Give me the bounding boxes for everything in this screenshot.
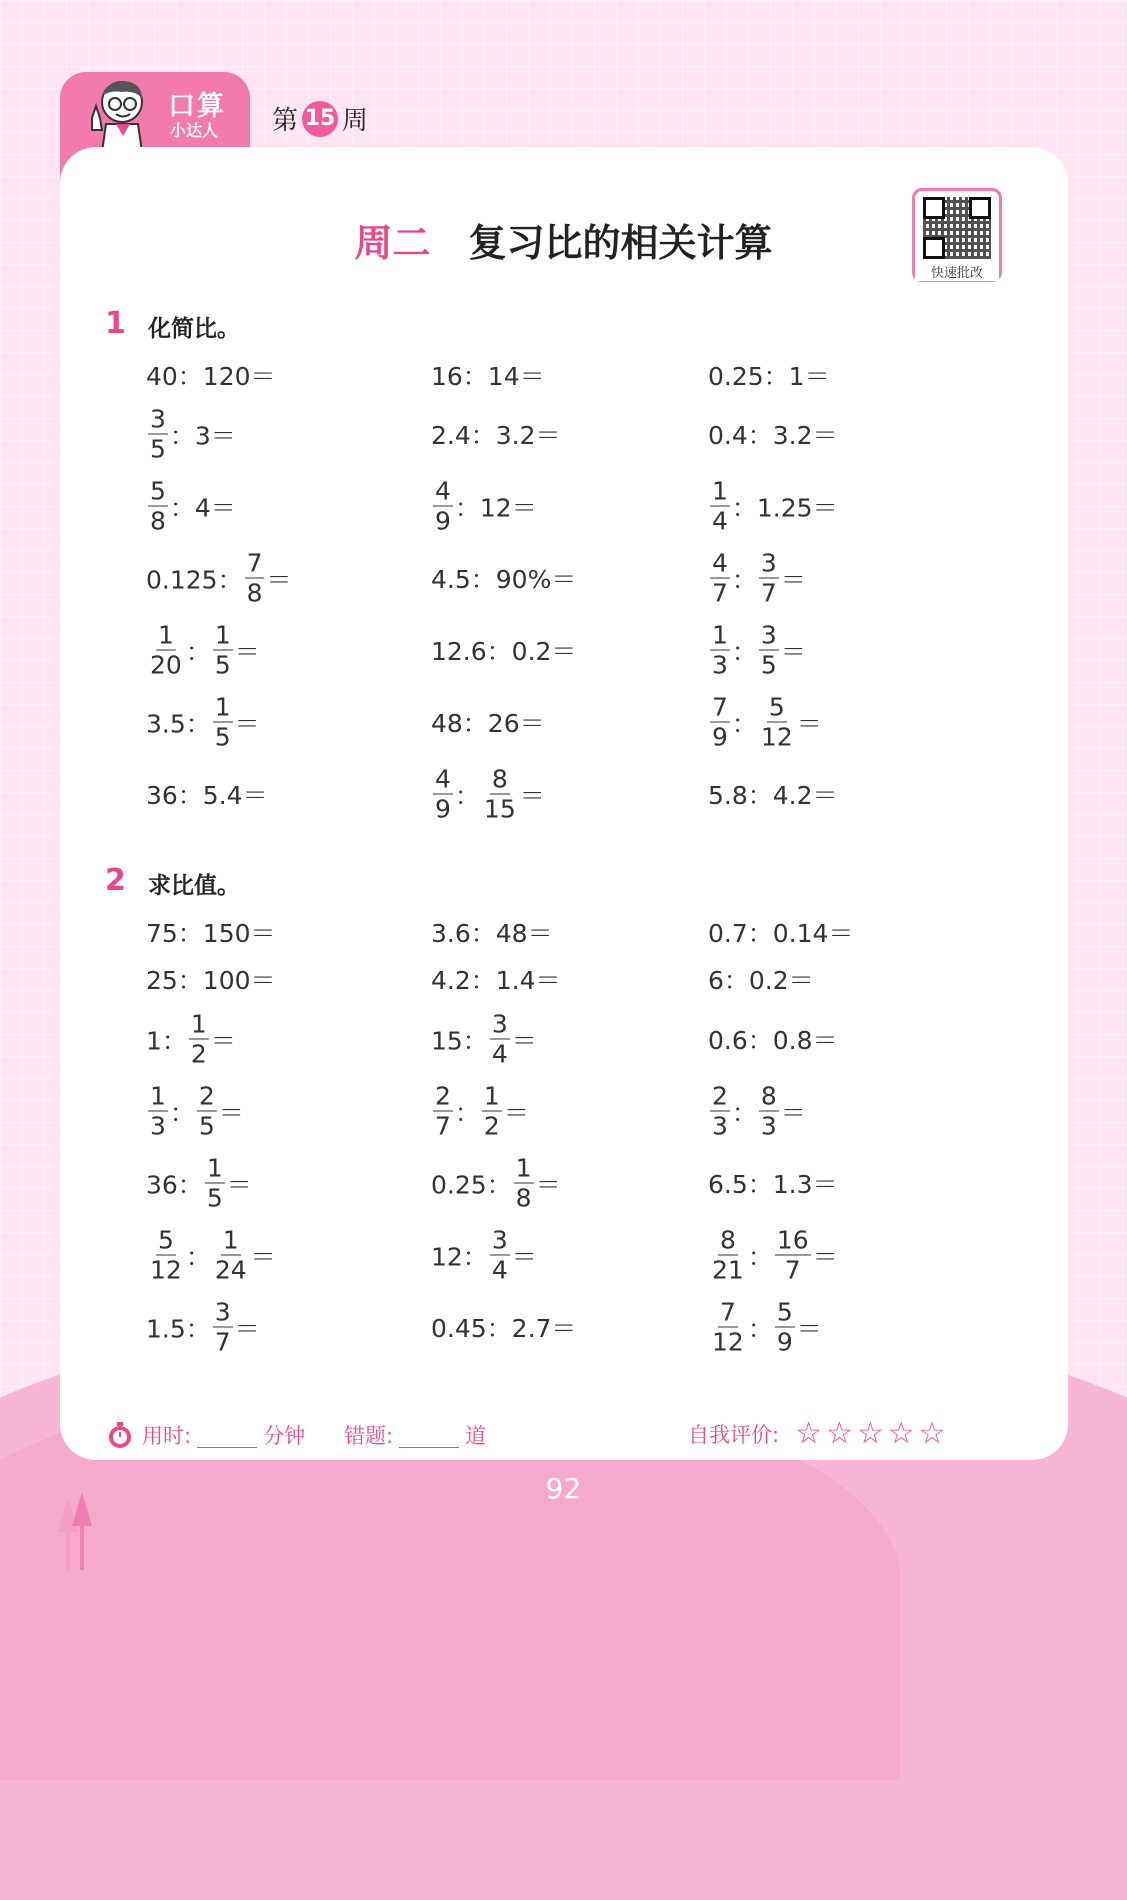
- fraction: [490, 1009, 510, 1069]
- denominator: 9: [776, 1327, 793, 1357]
- problem-item: [708, 914, 853, 950]
- fraction: [710, 1297, 746, 1357]
- denominator: 3: [760, 1111, 777, 1141]
- denominator: 12: [760, 722, 793, 752]
- problem-text: ：1.25＝: [731, 493, 838, 522]
- denominator: 12: [150, 1255, 182, 1285]
- problem-text: 15：: [431, 1026, 488, 1055]
- problem-item: [431, 476, 537, 536]
- denominator: 7: [712, 578, 728, 608]
- problem-text: 2.4：3.2＝: [431, 421, 561, 450]
- problem-text: ：: [731, 637, 757, 666]
- denominator: 12: [712, 1327, 744, 1357]
- time-unit: 分钟: [263, 1424, 306, 1448]
- problem-text: ＝: [218, 1098, 244, 1127]
- fraction: [775, 1297, 795, 1357]
- arrow-decoration-icon: [54, 1492, 104, 1570]
- denominator: 21: [712, 1255, 744, 1285]
- denominator: 15: [483, 794, 516, 824]
- problem-text: 25：100＝: [146, 966, 276, 995]
- fraction: [148, 620, 184, 680]
- problem-text: ＝: [796, 709, 822, 738]
- problem-item: [708, 961, 814, 997]
- fraction: [213, 1297, 233, 1357]
- fraction: [205, 1153, 225, 1213]
- section-title: 化简比。: [148, 316, 240, 342]
- denominator: 7: [214, 1327, 231, 1357]
- problem-item: [146, 476, 236, 536]
- numerator: 1: [712, 620, 728, 650]
- denominator: 3: [712, 650, 728, 680]
- mascot-icon: [80, 72, 160, 152]
- qr-corner: [969, 197, 991, 219]
- problem-item: [708, 416, 838, 452]
- fraction: [514, 1153, 534, 1213]
- numerator: 1: [214, 692, 231, 722]
- week-suffix: 周: [342, 106, 369, 136]
- problem-text: ：: [747, 1314, 773, 1343]
- numerator: 4: [435, 764, 451, 794]
- fraction: [759, 692, 795, 752]
- problem-item: [708, 692, 822, 752]
- fraction: [189, 1009, 209, 1069]
- problem-item: [146, 961, 276, 997]
- problem-text: 48：26＝: [431, 709, 545, 738]
- problem-text: 3.6：48＝: [431, 919, 553, 948]
- numerator: 4: [435, 476, 451, 506]
- page-number: 92: [545, 1472, 582, 1505]
- problem-item: [708, 1081, 806, 1141]
- problem-item: [431, 764, 545, 824]
- numerator: 7: [719, 1297, 736, 1327]
- errors-input[interactable]: [399, 1423, 459, 1448]
- numerator: 1: [222, 1225, 239, 1255]
- problem-item: [146, 1153, 252, 1213]
- problem-text: 6：0.2＝: [708, 966, 814, 995]
- fraction: [759, 548, 779, 608]
- numerator: 3: [760, 620, 777, 650]
- problem-text: 0.7：0.14＝: [708, 919, 854, 948]
- problem-item: [431, 704, 545, 740]
- problem-text: 4.5：90%＝: [431, 565, 577, 594]
- numerator: 1: [515, 1153, 532, 1183]
- problem-text: 36：: [146, 1170, 203, 1199]
- problem-item: [431, 914, 553, 950]
- problem-text: ＝: [511, 1242, 537, 1271]
- denominator: 7: [784, 1255, 801, 1285]
- denominator: 8: [150, 506, 166, 536]
- numerator: 1: [206, 1153, 223, 1183]
- problem-text: ＝: [234, 1314, 260, 1343]
- problem-text: 0.6：0.8＝: [708, 1026, 838, 1055]
- numerator: 1: [190, 1009, 207, 1039]
- problem-item: [708, 1165, 838, 1201]
- tab-title: 口算: [168, 91, 226, 122]
- denominator: 3: [712, 1111, 728, 1141]
- problem-item: [146, 692, 260, 752]
- problem-item: [708, 476, 838, 536]
- denominator: 7: [435, 1111, 451, 1141]
- problem-text: ：3＝: [169, 421, 236, 450]
- numerator: 8: [719, 1225, 736, 1255]
- problem-text: ：: [747, 1242, 773, 1271]
- problem-text: ＝: [226, 1170, 252, 1199]
- denominator: 2: [190, 1039, 207, 1069]
- numerator: 1: [483, 1081, 500, 1111]
- denominator: 9: [435, 794, 451, 824]
- problem-item: [431, 1081, 529, 1141]
- problem-text: 0.25：1＝: [708, 362, 830, 391]
- problem-item: [708, 1225, 838, 1285]
- numerator: 7: [246, 548, 263, 578]
- problem-item: [708, 1021, 838, 1057]
- rating-label: 自我评价:: [688, 1422, 780, 1447]
- problem-text: ：4＝: [169, 493, 236, 522]
- denominator: 24: [214, 1255, 247, 1285]
- problem-text: ＝: [780, 1098, 806, 1127]
- numerator: 16: [776, 1225, 809, 1255]
- problem-text: ＝: [234, 637, 260, 666]
- problem-text: 0.125：: [146, 565, 243, 594]
- time-label: 用时:: [142, 1424, 192, 1448]
- fraction: [710, 548, 730, 608]
- fraction: [245, 548, 265, 608]
- numerator: 4: [712, 548, 728, 578]
- numerator: 1: [214, 620, 231, 650]
- problem-item: [431, 1225, 537, 1285]
- problem-item: [146, 1225, 276, 1285]
- problem-text: ＝: [780, 637, 806, 666]
- denominator: 5: [150, 434, 166, 464]
- problem-text: 36：5.4＝: [146, 781, 268, 810]
- numerator: 3: [491, 1009, 508, 1039]
- numerator: 8: [491, 764, 508, 794]
- denominator: 5: [760, 650, 777, 680]
- problem-text: 12：: [431, 1242, 488, 1271]
- week-prefix: 第: [272, 106, 299, 136]
- fraction: [490, 1225, 510, 1285]
- title-topic: 复习比的相关计算: [468, 221, 773, 265]
- week-indicator: [272, 100, 368, 137]
- fraction: [148, 1225, 184, 1285]
- qr-label: 快速批改: [915, 262, 999, 281]
- problem-item: [431, 961, 561, 997]
- problem-text: ＝: [234, 709, 260, 738]
- denominator: 8: [246, 578, 263, 608]
- denominator: 4: [491, 1039, 508, 1069]
- qr-corner: [923, 237, 945, 259]
- problem-item: [708, 357, 830, 393]
- denominator: 7: [760, 578, 777, 608]
- numerator: 2: [198, 1081, 215, 1111]
- fraction: [148, 404, 168, 464]
- problem-item: [146, 914, 276, 950]
- numerator: 2: [435, 1081, 451, 1111]
- fraction: [433, 1081, 453, 1141]
- denominator: 5: [198, 1111, 215, 1141]
- problem-item: [146, 357, 276, 393]
- fraction: [482, 764, 518, 824]
- denominator: 20: [150, 650, 182, 680]
- problem-text: ：: [731, 565, 757, 594]
- footer-rating: [688, 1416, 950, 1451]
- fraction: [213, 692, 233, 752]
- problem-text: 75：150＝: [146, 919, 276, 948]
- rating-stars[interactable]: ☆☆☆☆☆: [795, 1416, 950, 1451]
- problem-item: [431, 632, 576, 668]
- problem-text: ＝: [812, 1242, 838, 1271]
- fraction: [148, 1081, 168, 1141]
- problem-item: [146, 1009, 236, 1069]
- problem-text: ＝: [780, 565, 806, 594]
- problem-text: ：12＝: [454, 493, 537, 522]
- problem-item: [431, 1309, 576, 1345]
- footer-errors: [344, 1420, 486, 1450]
- problem-text: ：: [454, 781, 480, 810]
- problem-item: [431, 357, 545, 393]
- problem-text: 1：: [146, 1026, 187, 1055]
- fraction: [759, 1081, 779, 1141]
- denominator: 5: [214, 650, 231, 680]
- problem-item: [431, 1009, 537, 1069]
- stopwatch-icon: [106, 1420, 134, 1450]
- problem-text: ：: [169, 1098, 195, 1127]
- problem-item: [431, 416, 561, 452]
- problem-item: [146, 404, 236, 464]
- week-number-badge: 15: [302, 101, 338, 137]
- fraction: [433, 476, 453, 536]
- numerator: 3: [150, 404, 166, 434]
- denominator: 2: [483, 1111, 500, 1141]
- problem-text: 5.8：4.2＝: [708, 781, 838, 810]
- denominator: 4: [491, 1255, 508, 1285]
- problem-text: 12.6：0.2＝: [431, 637, 577, 666]
- fraction: [710, 692, 730, 752]
- fraction: [213, 1225, 249, 1285]
- problem-text: ＝: [210, 1026, 236, 1055]
- problem-text: ：: [731, 1098, 757, 1127]
- fraction: [759, 620, 779, 680]
- numerator: 3: [760, 548, 777, 578]
- fraction: [710, 1081, 730, 1141]
- problem-item: [146, 1297, 260, 1357]
- problem-item: [708, 548, 806, 608]
- problem-text: 1.5：: [146, 1314, 211, 1343]
- denominator: 8: [515, 1183, 532, 1213]
- numerator: 5: [157, 1225, 174, 1255]
- numerator: 1: [157, 620, 174, 650]
- qr-corner: [923, 197, 945, 219]
- denominator: 4: [712, 506, 728, 536]
- problem-text: ：: [454, 1098, 480, 1127]
- section-number: 1: [105, 306, 126, 341]
- problem-text: ＝: [503, 1098, 529, 1127]
- denominator: 9: [712, 722, 728, 752]
- denominator: 3: [150, 1111, 166, 1141]
- problem-item: [146, 1081, 244, 1141]
- problem-text: 6.5：1.3＝: [708, 1170, 838, 1199]
- problem-item: [708, 776, 838, 812]
- numerator: 1: [150, 1081, 166, 1111]
- fraction: [775, 1225, 811, 1285]
- numerator: 3: [491, 1225, 508, 1255]
- errors-unit: 道: [465, 1424, 487, 1448]
- fraction: [710, 1225, 746, 1285]
- denominator: 5: [214, 722, 231, 752]
- problem-text: 16：14＝: [431, 362, 545, 391]
- numerator: 7: [712, 692, 728, 722]
- problem-text: 4.2：1.4＝: [431, 966, 561, 995]
- numerator: 5: [150, 476, 166, 506]
- numerator: 8: [760, 1081, 777, 1111]
- fraction: [710, 620, 730, 680]
- problem-text: ＝: [250, 1242, 276, 1271]
- problem-text: ：: [731, 709, 757, 738]
- numerator: 5: [776, 1297, 793, 1327]
- fraction: [433, 764, 453, 824]
- problem-text: 0.4：3.2＝: [708, 421, 838, 450]
- problem-text: ：: [185, 1242, 211, 1271]
- numerator: 2: [712, 1081, 728, 1111]
- problem-item: [146, 548, 292, 608]
- title-day: 周二: [354, 221, 431, 265]
- qr-code[interactable]: [912, 188, 1002, 282]
- fraction: [710, 476, 730, 536]
- problem-text: ＝: [266, 565, 292, 594]
- problem-item: [708, 1297, 822, 1357]
- problem-item: [146, 620, 260, 680]
- problem-text: ＝: [535, 1170, 561, 1199]
- fraction: [148, 476, 168, 536]
- numerator: 3: [214, 1297, 231, 1327]
- problem-item: [431, 560, 576, 596]
- problem-text: ＝: [511, 1026, 537, 1055]
- problem-text: ：: [185, 637, 211, 666]
- problem-text: 0.25：: [431, 1170, 512, 1199]
- problem-text: ＝: [796, 1314, 822, 1343]
- section-number: 2: [105, 863, 126, 898]
- numerator: 1: [712, 476, 728, 506]
- problem-text: 40：120＝: [146, 362, 276, 391]
- problem-item: [708, 620, 806, 680]
- denominator: 5: [206, 1183, 223, 1213]
- problem-text: 3.5：: [146, 709, 211, 738]
- fraction: [482, 1081, 502, 1141]
- time-input[interactable]: [197, 1423, 257, 1448]
- problem-text: 0.45：2.7＝: [431, 1314, 577, 1343]
- errors-label: 错题:: [344, 1424, 394, 1448]
- section-title: 求比值。: [148, 873, 240, 899]
- fraction: [197, 1081, 217, 1141]
- footer-time: [106, 1420, 305, 1450]
- problem-text: ＝: [519, 781, 545, 810]
- problem-item: [146, 776, 268, 812]
- problem-item: [431, 1153, 561, 1213]
- denominator: 9: [435, 506, 451, 536]
- fraction: [213, 620, 233, 680]
- tab-subtitle: 小达人: [170, 121, 219, 140]
- numerator: 5: [768, 692, 785, 722]
